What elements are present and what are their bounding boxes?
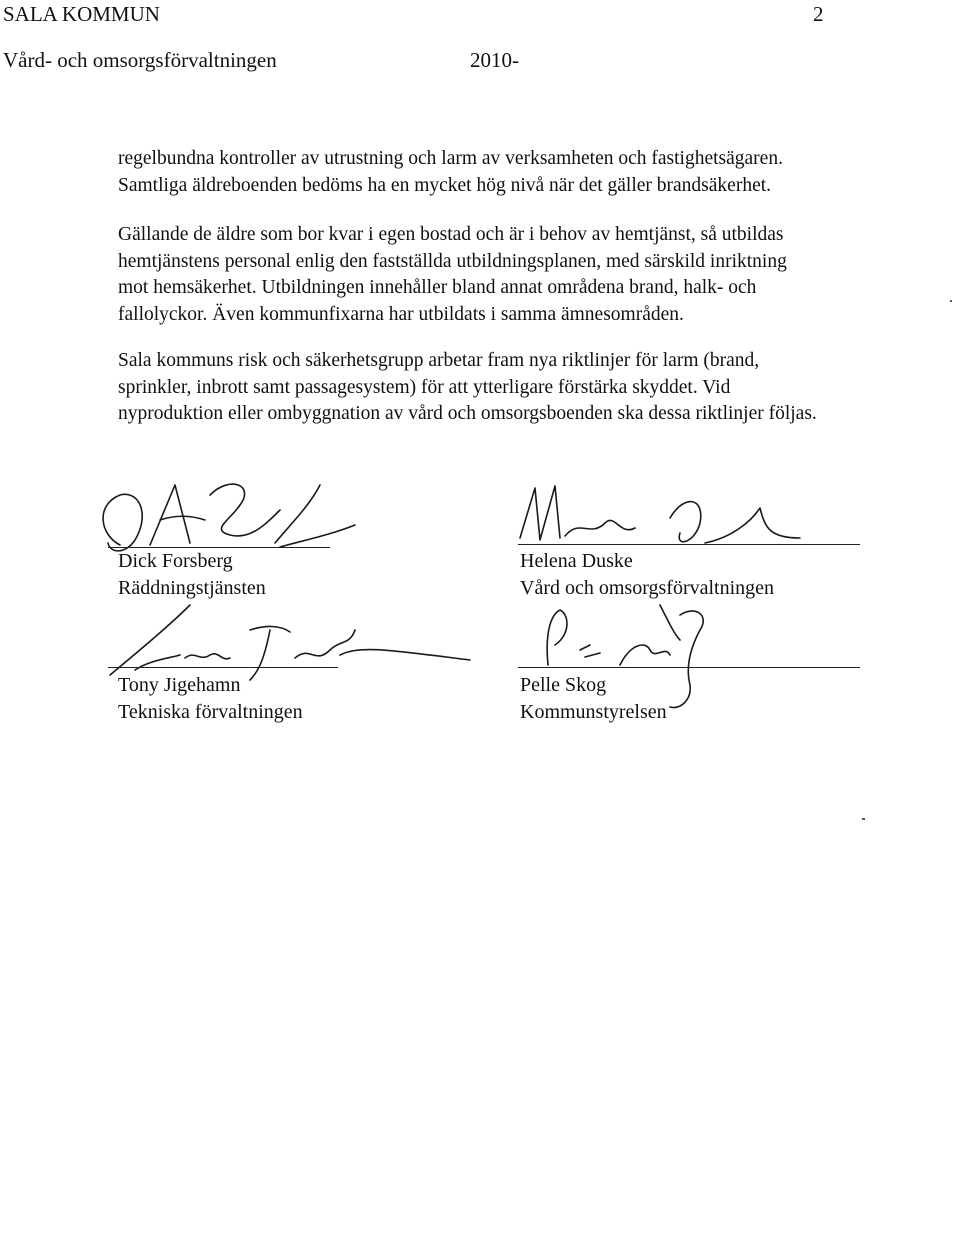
- signatory-name: Tony Jigehamn: [118, 674, 241, 696]
- text-line: Gällande de äldre som bor kvar i egen bostad och är i behov av hemtjänst, så utbildas: [118, 224, 784, 245]
- signature-line: [518, 544, 860, 545]
- signatory-unit: Vård och omsorgsförvaltningen: [520, 577, 775, 599]
- paragraph-3: [118, 348, 908, 428]
- paragraph-1: [118, 146, 908, 199]
- document-date: 2010-: [470, 48, 519, 72]
- signatory-name: Dick Forsberg: [118, 550, 233, 572]
- signatory-unit: Tekniska förvaltningen: [118, 701, 303, 723]
- text-line: sprinkler, inbrott samt passagesystem) för att ytterligare förstärka skyddet. Vid: [118, 376, 731, 398]
- scan-speck: [950, 300, 952, 302]
- page-number: 2: [813, 2, 824, 26]
- signature-line: [108, 667, 338, 668]
- handwritten-signature: [510, 478, 810, 558]
- scan-speck: [862, 818, 865, 820]
- signatory-unit: Räddningstjänsten: [118, 577, 266, 599]
- text-line: fallolyckor. Även kommunfixarna har utbildats i samma ämnesområden.: [118, 303, 684, 325]
- signatory-unit: Kommunstyrelsen: [520, 701, 667, 723]
- text-line: Samtliga äldreboenden bedöms ha en mycket hög nivå när det gäller brandsäkerhet.: [118, 174, 772, 196]
- text-line: hemtjänstens personal enlig den fastställda utbildningsplanen, med särskild inriktning: [118, 250, 787, 272]
- signatory-name: Pelle Skog: [520, 674, 607, 696]
- signatory-name: Helena Duske: [520, 550, 633, 572]
- department-name: Vård- och omsorgsförvaltningen: [3, 48, 277, 72]
- text-line: Sala kommuns risk och säkerhetsgrupp arbetar fram nya riktlinjer för larm (brand,: [118, 350, 760, 371]
- text-line: nyproduktion eller ombyggnation av vård och omsorgsboenden ska dessa riktlinjer följas.: [118, 403, 817, 424]
- text-line: regelbundna kontroller av utrustning och larm av verksamheten och fastighetsägaren.: [118, 148, 783, 169]
- text-line: mot hemsäkerhet. Utbildningen innehåller bland annat områdena brand, halk- och: [118, 277, 757, 298]
- signature-line: [518, 667, 860, 668]
- organization-name: SALA KOMMUN: [3, 2, 160, 26]
- paragraph-2: [118, 222, 908, 328]
